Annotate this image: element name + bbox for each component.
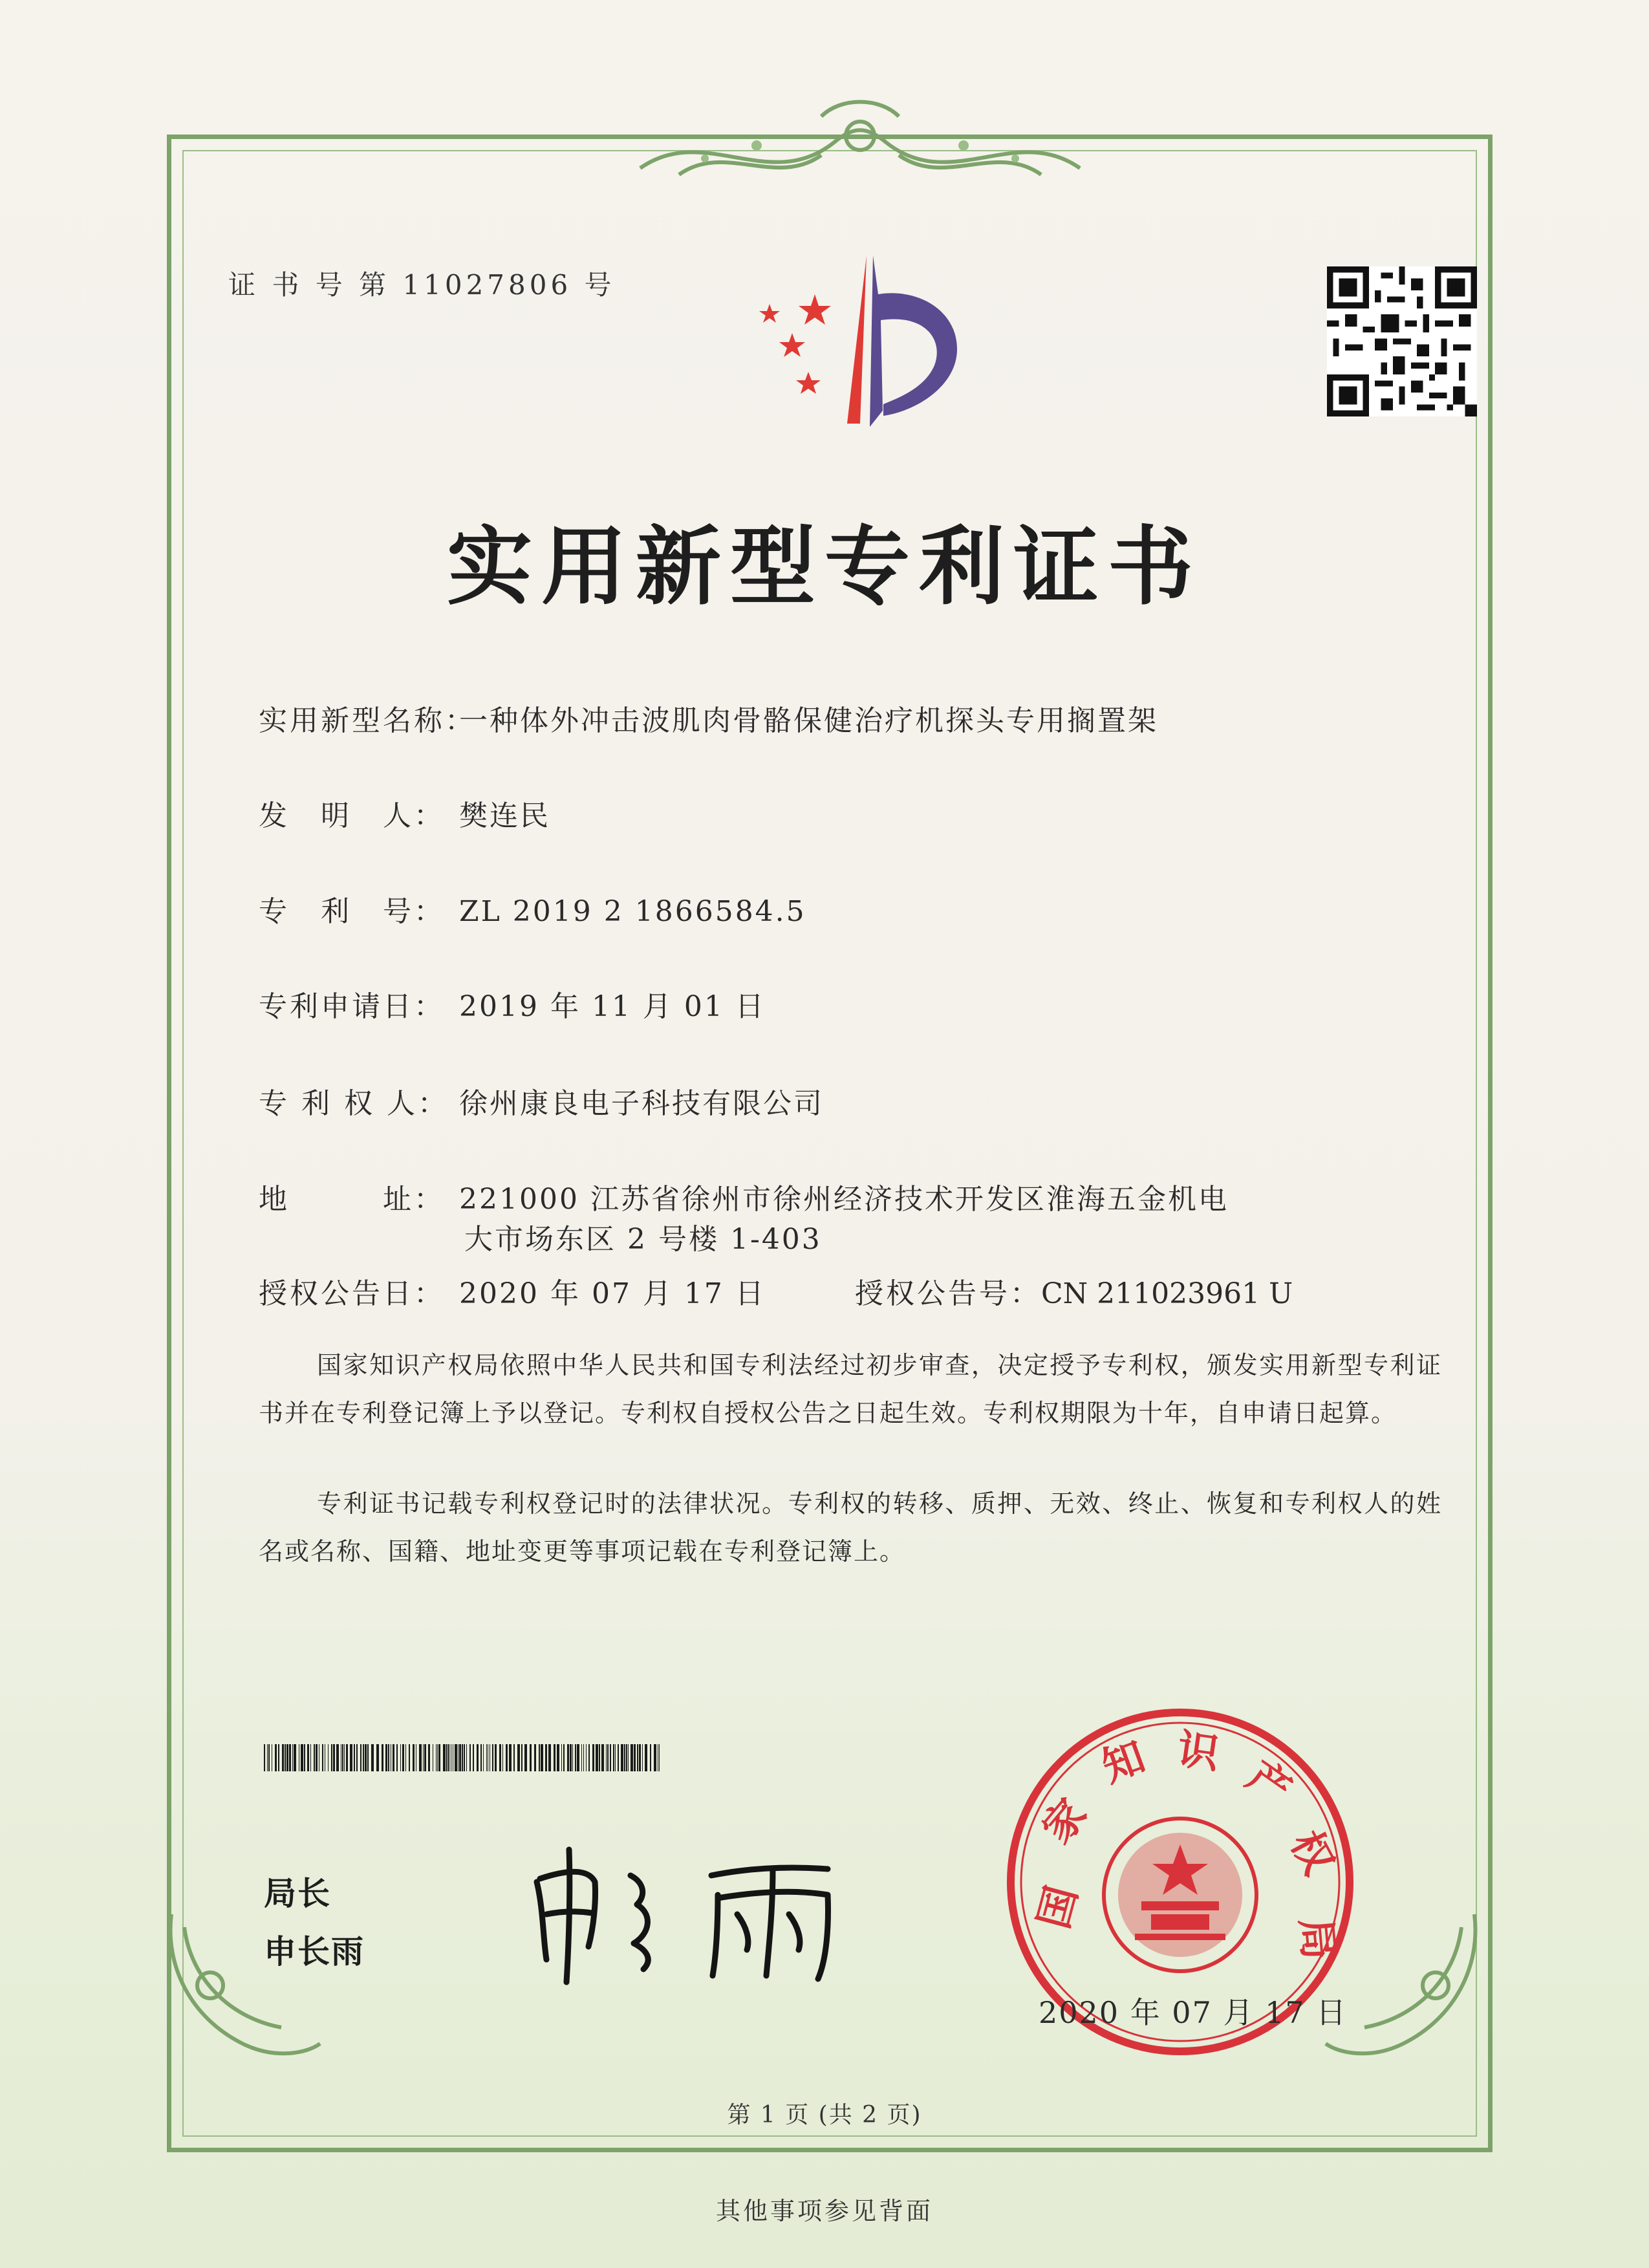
field-address [259,1176,1229,1217]
document-title: 实用新型专利证书 [447,517,1202,617]
field-value: 樊连民 [459,799,550,832]
field-label: 授权公告日： [259,1277,445,1310]
field-utility-model-name [259,697,1158,739]
qr-code-icon [1327,266,1477,416]
field-label: 实用新型名称： [259,704,476,737]
field-filing-date [259,983,766,1024]
field-label: 发 明 人： [259,799,445,832]
field-value: 一种体外冲击波肌肉骨骼保健治疗机探头专用搁置架 [459,704,1158,737]
field-label: 授权公告号： [855,1277,1041,1310]
svg-text:权: 权 [1280,1823,1343,1883]
field-grant-date [259,1270,766,1312]
svg-text:局: 局 [1291,1916,1342,1962]
field-label: 专 利 号： [259,895,445,928]
svg-text:国: 国 [1029,1881,1087,1934]
signatory-name: 申长雨 [264,1933,365,1971]
cnipa-logo-icon [731,243,976,437]
seal-date: 2020 年 07 月 17 日 [1039,1995,1348,2030]
field-value: 221000 江苏省徐州市徐州经济技术开发区淮海五金机电 [459,1183,1229,1216]
field-value: 2019 年 11 月 01 日 [459,990,766,1023]
field-grant-number [855,1270,1293,1312]
field-patent-number [259,888,806,929]
field-value: 2020 年 07 月 17 日 [459,1277,766,1310]
handwritten-signature-icon [524,1830,860,1985]
field-label: 地 址： [259,1183,445,1216]
legal-paragraph-2: 专利证书记载专利权登记时的法律状况。专利权的转移、质押、无效、终止、恢复和专利权人的姓名或名称、国籍、地址变更等事项记载在专利登记簿上。 [259,1489,1442,1566]
page-number: 第 1 页 (共 2 页) [727,2102,922,2128]
back-side-note: 其他事项参见背面 [715,2197,933,2225]
field-patentee [259,1080,824,1121]
corner-ornament-icon [152,1888,333,2069]
svg-text:家: 家 [1033,1790,1097,1853]
certificate-number: 证 书 号 第 11027806 号 [228,269,616,301]
field-value: ZL 2019 2 1866584.5 [459,895,806,928]
field-inventor [259,792,550,834]
signatory-title: 局长 [264,1875,331,1912]
field-label: 专 利 权 人： [259,1087,449,1120]
top-ornament-icon [627,97,1093,188]
svg-text:产: 产 [1238,1752,1300,1815]
field-value: 徐州康良电子科技有限公司 [459,1087,824,1120]
barcode-icon [264,1744,663,1771]
field-value: CN 211023961 U [1041,1277,1293,1310]
address-line-2: 大市场东区 2 号楼 1-403 [464,1223,822,1256]
svg-text:知: 知 [1096,1733,1152,1792]
legal-paragraph-1: 国家知识产权局依照中华人民共和国专利法经过初步审查，决定授予专利权，颁发实用新型专利证书并在专利登记簿上予以登记。专利权自授权公告之日起生效。专利权期限为十年，自申请日起算。 [259,1351,1442,1427]
svg-text:识: 识 [1174,1725,1222,1779]
field-label: 专利申请日： [259,990,445,1023]
